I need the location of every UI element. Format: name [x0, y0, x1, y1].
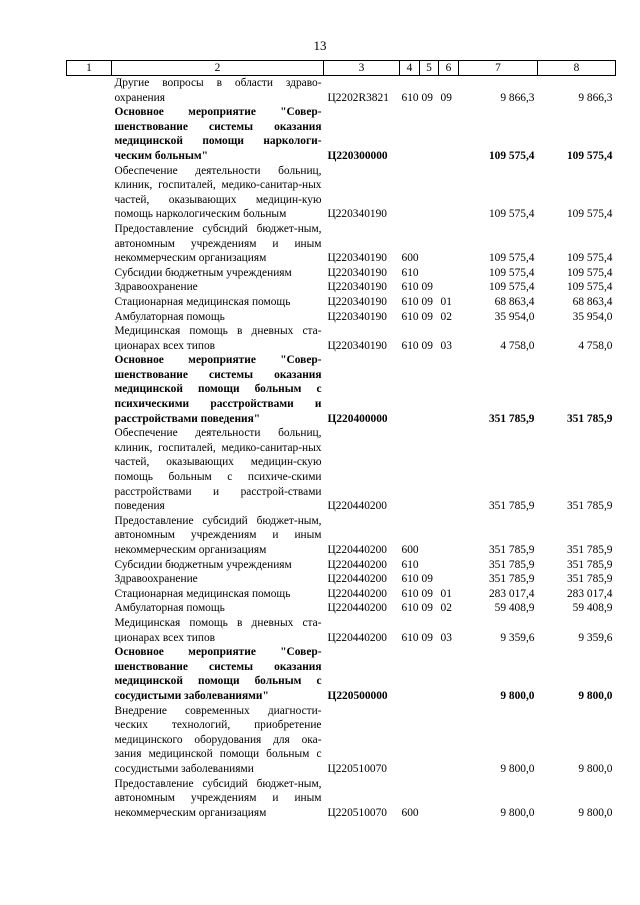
row-vr	[400, 645, 420, 703]
row-code: Ц220340190	[327, 310, 387, 323]
row-code: Ц220510070	[327, 762, 387, 775]
row-sum-2: 9 800,0	[578, 762, 613, 775]
row-code: Ц2202R3821	[327, 91, 389, 104]
header-col-7: 7	[459, 61, 538, 76]
row-blank-cell	[67, 295, 112, 310]
row-vr: 610	[401, 281, 419, 294]
row-code: Ц220440200	[327, 587, 387, 600]
row-rz	[420, 777, 439, 821]
row-vr	[400, 426, 420, 514]
row-pr	[439, 426, 459, 514]
table-row	[67, 514, 616, 558]
row-name: Обеспечение деятельности больниц, клиник, госпиталей, медико-санитар-ных частей, оказывающих медицин-кую помощь наркологическим больным	[114, 164, 322, 221]
row-vr: 610	[401, 91, 419, 104]
row-blank-cell	[67, 353, 112, 426]
row-rz: 09	[421, 281, 433, 294]
row-rz	[420, 266, 439, 281]
row-sum-2: 351 785,9	[566, 500, 613, 513]
row-sum-2: 9 866,3	[578, 91, 613, 104]
row-vr	[400, 704, 420, 777]
table-row	[67, 105, 616, 163]
row-blank-cell	[67, 426, 112, 514]
row-blank-cell	[67, 616, 112, 645]
table-row	[67, 601, 616, 616]
row-blank-cell	[67, 572, 112, 587]
row-sum-2: 351 785,9	[566, 573, 613, 586]
row-rz: 09	[421, 602, 433, 615]
header-col-2: 2	[112, 61, 324, 76]
row-rz	[420, 105, 439, 163]
row-pr	[439, 105, 459, 163]
row-sum-1: 68 863,4	[494, 295, 535, 308]
row-blank-cell	[67, 164, 112, 222]
row-sum-1: 9 800,0	[500, 762, 535, 775]
row-sum-2: 9 800,0	[578, 689, 613, 702]
row-vr: 610	[401, 631, 419, 644]
row-rz	[420, 558, 439, 573]
row-sum-1: 109 575,4	[488, 252, 535, 265]
row-sum-1: 109 575,4	[488, 281, 535, 294]
row-pr	[439, 266, 459, 281]
row-sum-1: 4 758,0	[500, 339, 535, 352]
row-blank-cell	[67, 76, 112, 106]
row-name: Внедрение современных диагности-ческих технологий, приобретение медицинского оборудования для ока-зания медицинской помощи больным с сосудистыми заболеваниями	[114, 704, 322, 775]
table-row	[67, 295, 616, 310]
row-name: Другие вопросы в области здраво-охранения	[114, 77, 322, 104]
budget-table	[66, 60, 616, 820]
row-vr: 610	[401, 558, 419, 571]
table-row	[67, 164, 616, 222]
row-sum-2: 109 575,4	[566, 266, 613, 279]
table-row	[67, 222, 616, 266]
row-code: Ц220340190	[327, 339, 387, 352]
row-vr: 610	[401, 573, 419, 586]
row-code: Ц220440200	[327, 544, 387, 556]
row-vr	[400, 164, 420, 222]
row-sum-2: 68 863,4	[572, 295, 613, 308]
row-rz: 09	[421, 339, 433, 352]
row-pr: 01	[440, 587, 452, 600]
row-vr: 610	[401, 339, 419, 352]
row-blank-cell	[67, 558, 112, 573]
row-rz: 09	[421, 295, 433, 308]
row-sum-1: 9 800,0	[500, 689, 535, 702]
table-row	[67, 310, 616, 325]
row-blank-cell	[67, 324, 112, 353]
row-sum-2: 4 758,0	[578, 339, 613, 352]
row-sum-1: 351 785,9	[488, 412, 535, 425]
row-sum-2: 9 800,0	[578, 806, 613, 819]
row-code: Ц220440200	[327, 573, 387, 586]
row-rz	[420, 426, 439, 514]
row-sum-1: 35 954,0	[494, 310, 535, 323]
row-blank-cell	[67, 777, 112, 821]
row-rz: 09	[421, 573, 433, 586]
row-sum-1: 9 866,3	[500, 91, 535, 104]
row-sum-1: 109 575,4	[488, 149, 535, 162]
row-sum-2: 351 785,9	[566, 558, 613, 571]
row-blank-cell	[67, 645, 112, 703]
row-name: Предоставление субсидий бюджет-ным, автономным учреждениям и иным некоммерческим организациям	[114, 514, 322, 556]
row-vr: 610	[401, 295, 419, 308]
row-name: Стационарная медицинская помощь	[114, 587, 291, 600]
row-name: Амбулаторная помощь	[114, 602, 225, 615]
row-rz	[420, 353, 439, 426]
row-sum-1: 351 785,9	[488, 544, 535, 556]
row-vr	[400, 353, 420, 426]
table-row	[67, 704, 616, 777]
row-sum-1: 109 575,4	[488, 266, 535, 279]
row-sum-1: 351 785,9	[488, 500, 535, 513]
row-code: Ц220440200	[327, 602, 387, 615]
row-code: Ц220500000	[327, 689, 388, 702]
row-rz	[420, 704, 439, 777]
row-sum-1: 59 408,9	[494, 602, 535, 615]
row-vr: 600	[401, 806, 419, 819]
table-row	[67, 266, 616, 281]
table-row	[67, 426, 616, 514]
row-pr: 03	[440, 339, 452, 352]
table-row	[67, 558, 616, 573]
row-sum-2: 59 408,9	[572, 602, 613, 615]
row-code: Ц220340190	[327, 295, 387, 308]
row-sum-1: 351 785,9	[488, 573, 535, 586]
row-sum-1: 9 359,6	[500, 631, 535, 644]
row-rz: 09	[421, 91, 433, 104]
row-pr: 03	[440, 631, 452, 644]
row-vr: 610	[401, 266, 419, 279]
row-blank-cell	[67, 601, 112, 616]
row-name: Стационарная медицинская помощь	[114, 295, 291, 308]
row-pr	[439, 777, 459, 821]
row-sum-1: 9 800,0	[500, 806, 535, 819]
row-code: Ц220300000	[327, 149, 388, 162]
row-blank-cell	[67, 704, 112, 777]
row-sum-1: 351 785,9	[488, 558, 535, 571]
row-vr: 600	[401, 544, 419, 556]
row-name: Субсидии бюджетным учреждениям	[114, 266, 292, 279]
row-pr: 02	[440, 602, 452, 615]
header-row	[67, 61, 616, 76]
row-sum-2: 109 575,4	[566, 252, 613, 265]
row-code: Ц220400000	[327, 412, 388, 425]
row-blank-cell	[67, 514, 112, 558]
row-name: Обеспечение деятельности больниц, клиник, госпиталей, медико-санитар-ных частей, оказывающих медицин-скую помощь больным с психиче-скими расстройствами и расстрой-ствами поведения	[114, 427, 322, 513]
row-sum-1: 109 575,4	[488, 208, 535, 221]
page-number: 13	[313, 38, 327, 53]
row-vr: 610	[401, 602, 419, 615]
row-sum-2: 9 359,6	[578, 631, 613, 644]
table-row	[67, 572, 616, 587]
table-row	[67, 76, 616, 106]
row-blank-cell	[67, 105, 112, 163]
row-sum-2: 283 017,4	[566, 587, 613, 600]
row-sum-2: 351 785,9	[566, 544, 613, 556]
row-pr: 01	[440, 295, 452, 308]
row-vr: 610	[401, 587, 419, 600]
row-name: Здравоохранение	[114, 281, 198, 294]
table-row	[67, 616, 616, 645]
table-row	[67, 777, 616, 821]
row-pr	[439, 645, 459, 703]
row-rz	[420, 514, 439, 558]
row-code: Ц220340190	[327, 281, 387, 294]
row-code: Ц220510070	[327, 806, 387, 819]
row-name: Предоставление субсидий бюджет-ным, автономным учреждениям и иным некоммерческим организациям	[114, 777, 322, 819]
header-col-3: 3	[324, 61, 400, 76]
row-rz: 09	[421, 310, 433, 323]
row-pr	[439, 704, 459, 777]
row-name: Основное мероприятие "Совер-шенствование системы оказания медицинской помощи больным с сосудистыми заболеваниями"	[114, 646, 322, 702]
row-name: Здравоохранение	[114, 573, 198, 586]
row-name: Предоставление субсидий бюджет-ным, автономным учреждениям и иным некоммерческим организациям	[114, 222, 322, 265]
row-blank-cell	[67, 280, 112, 295]
row-code: Ц220440200	[327, 631, 387, 644]
row-vr	[400, 105, 420, 163]
row-rz	[420, 222, 439, 266]
row-name: Основное мероприятие "Совер-шенствование системы оказания медицинской помощи больным с психическими расстройствами и расстройствами поведения"	[114, 354, 322, 425]
row-code: Ц220340190	[327, 266, 387, 279]
row-name: Основное мероприятие "Совер-шенствование системы оказания медицинской помощи наркологи-ческим больным"	[114, 106, 322, 162]
row-pr	[439, 222, 459, 266]
row-blank-cell	[67, 310, 112, 325]
row-sum-1: 283 017,4	[488, 587, 535, 600]
row-sum-2: 351 785,9	[566, 412, 613, 425]
row-pr	[439, 353, 459, 426]
row-name: Медицинская помощь в дневных ста-ционарах всех типов	[114, 325, 322, 352]
row-pr	[439, 164, 459, 222]
table-header	[67, 61, 616, 76]
row-rz	[420, 645, 439, 703]
row-sum-2: 109 575,4	[566, 208, 613, 221]
row-sum-2: 109 575,4	[566, 281, 613, 294]
row-pr	[439, 572, 459, 587]
table-body	[67, 76, 616, 821]
row-code: Ц220440200	[327, 500, 387, 513]
row-name: Амбулаторная помощь	[114, 310, 225, 323]
row-pr	[439, 558, 459, 573]
row-code: Ц220340190	[327, 208, 387, 221]
row-blank-cell	[67, 266, 112, 281]
header-col-1: 1	[67, 61, 112, 76]
row-vr: 610	[401, 310, 419, 323]
header-col-6: 6	[439, 61, 459, 76]
table-row	[67, 280, 616, 295]
row-blank-cell	[67, 587, 112, 602]
header-col-4: 4	[400, 61, 420, 76]
row-pr: 02	[440, 310, 452, 323]
row-pr: 09	[440, 91, 452, 104]
row-pr	[439, 280, 459, 295]
row-blank-cell	[67, 222, 112, 266]
header-col-5: 5	[420, 61, 439, 76]
row-rz	[420, 164, 439, 222]
row-sum-2: 109 575,4	[566, 149, 613, 162]
row-code: Ц220340190	[327, 252, 387, 265]
row-vr: 600	[401, 252, 419, 265]
row-rz: 09	[421, 631, 433, 644]
row-pr	[439, 514, 459, 558]
table-row	[67, 324, 616, 353]
row-rz: 09	[421, 587, 433, 600]
row-sum-2: 35 954,0	[572, 310, 613, 323]
table-row	[67, 645, 616, 703]
table-row	[67, 587, 616, 602]
row-name: Субсидии бюджетным учреждениям	[114, 558, 292, 571]
row-code: Ц220440200	[327, 558, 387, 571]
header-col-8: 8	[538, 61, 616, 76]
table-row	[67, 353, 616, 426]
row-name: Медицинская помощь в дневных ста-ционарах всех типов	[114, 616, 322, 644]
